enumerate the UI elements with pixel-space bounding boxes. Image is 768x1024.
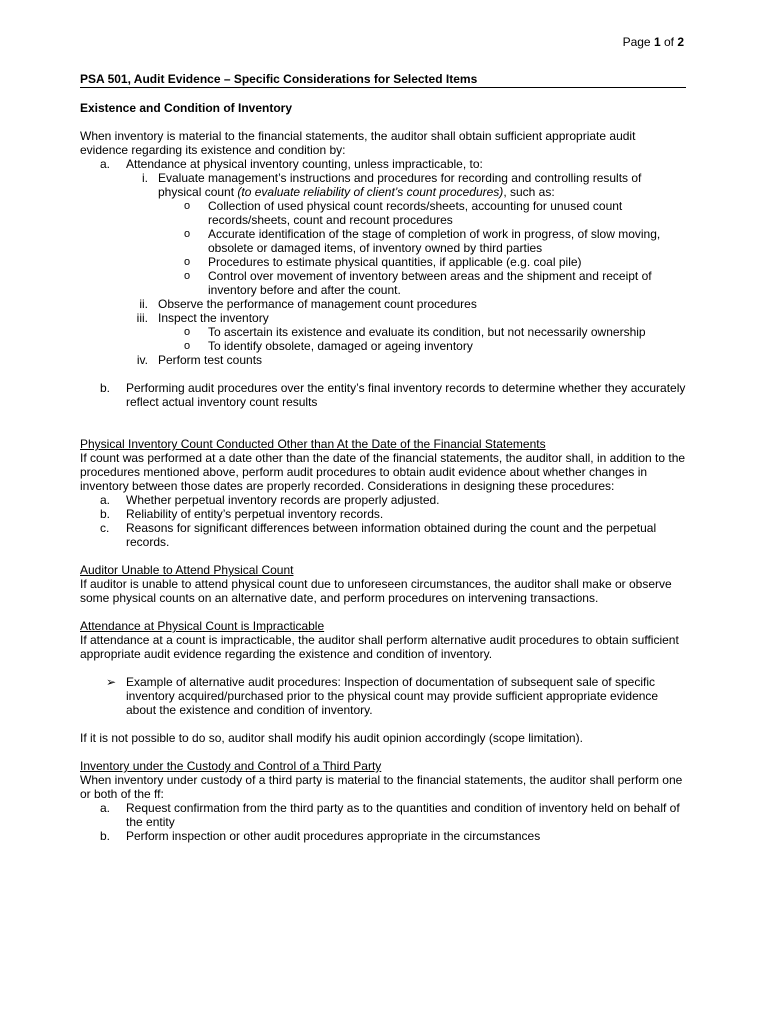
list-label: b. [100,507,111,521]
bullet-item [80,199,686,227]
list-item [80,493,686,507]
spacer [80,745,686,759]
bullet-icon: o [184,326,191,338]
section-heading-other-date: Physical Inventory Count Conducted Other than At the Date of the Financial Statements [80,437,546,451]
bullet-text: Accurate identification of the stage of completion of work in progress, of slow moving, obsolete or damaged items, of inventory owned by third parties [208,227,661,255]
list-text: Request confirmation from the third party as to the quantities and condition of inventory held on behalf of the entity [126,801,680,829]
document-title: PSA 501, Audit Evidence – Specific Considerations for Selected Items [80,72,686,88]
example-text: Example of alternative audit procedures: Inspection of documentation of subsequent sale of specific inventory acquired/purchased prior to the physical count may provide sufficient appropriate evidence about the existence and condition of inventory. [126,675,659,717]
section3-body: If auditor is unable to attend physical count due to unforeseen circumstances, the auditor shall make or observe some physical counts on an alternative date, and perform procedures on intervening transactions. [80,577,672,605]
list-item [80,829,686,843]
spacer [80,549,686,563]
spacer [80,367,686,381]
page-of: of [660,35,678,49]
list-item-i [80,171,686,199]
arrow-bullet-icon: ➢ [106,675,117,689]
list-text: Performing audit procedures over the entity’s final inventory records to determine whether they accurately reflect actual inventory count results [126,381,686,409]
list-text: Perform test counts [158,353,263,367]
document-body [80,72,686,843]
spacer [80,717,686,731]
bullet-text: Collection of used physical count records/sheets, accounting for unused count records/sheets, count and recount procedures [208,199,623,227]
section4-closing: If it is not possible to do so, auditor shall modify his audit opinion accordingly (scope limitation). [80,731,583,745]
list-label: iii. [136,311,148,325]
list-item-ii [80,297,686,311]
bullet-icon: o [184,228,191,240]
list-label: c. [100,521,110,535]
bullet-icon: o [184,200,191,212]
list-label: iv. [136,353,148,367]
text-part: Evaluate management’s instructions and procedures for recording and controlling results of physical count [158,171,642,199]
bullet-text: To identify obsolete, damaged or ageing inventory [208,339,473,353]
bullet-item [80,339,686,353]
list-label: a. [100,493,111,507]
text-part: , such as: [503,185,555,199]
spacer [80,605,686,619]
list-text: Reliability of entity’s perpetual inventory records. [126,507,384,521]
list-label: b. [100,829,111,843]
list-item-iv [80,353,686,367]
section4-body: If attendance at a count is impracticable, the auditor shall perform alternative audit procedures to obtain sufficient appropriate audit evidence regarding the existence and condition of inventory. [80,633,679,661]
bullet-text: To ascertain its existence and evaluate its condition, but not necessarily ownership [208,325,646,339]
bullet-icon: o [184,340,191,352]
list-text [158,171,686,199]
bullet-item [80,227,686,255]
spacer [80,409,686,437]
list-label: ii. [139,297,148,311]
list-text: Observe the performance of management count procedures [158,297,477,311]
section2-body: If count was performed at a date other than the date of the financial statements, the auditor shall, in addition to the procedures mentioned above, perform audit procedures to obtain audit evidence about whether changes in inventory between those dates are properly recorded. Considerations in designing these procedures: [80,451,686,493]
section1-intro: When inventory is material to the financial statements, the auditor shall obtain sufficient appropriate audit evidence regarding its existence and condition by: [80,129,636,157]
spacer [80,661,686,675]
bullet-item [80,269,686,297]
example-item [80,675,686,717]
list-item-iii [80,311,686,325]
section-heading-unable-attend: Auditor Unable to Attend Physical Count [80,563,294,577]
page-prefix: Page [622,35,654,49]
list-text: Inspect the inventory [158,311,269,325]
list-label: a. [100,157,111,171]
section-heading-third-party: Inventory under the Custody and Control of a Third Party [80,759,382,773]
bullet-text: Control over movement of inventory between areas and the shipment and receipt of inventory before and after the count. [208,269,652,297]
italic-note: (to evaluate reliability of client’s count procedures) [237,185,504,199]
list-text: Attendance at physical inventory counting, unless impracticable, to: [126,157,483,171]
list-label: i. [142,171,148,185]
list-item [80,521,686,549]
page-current: 1 [653,35,661,49]
list-item-b [80,381,686,409]
bullet-item [80,325,686,339]
list-item-a [80,157,686,171]
section-heading-impracticable: Attendance at Physical Count is Impracticable [80,619,325,633]
page-number [623,35,684,49]
list-text: Reasons for significant differences between information obtained during the count and the perpetual records. [126,521,657,549]
page-total: 2 [677,35,684,49]
list-text: Perform inspection or other audit procedures appropriate in the circumstances [126,829,541,843]
list-item [80,507,686,521]
bullet-item [80,255,686,269]
bullet-icon: o [184,256,191,268]
section-title-existence: Existence and Condition of Inventory [80,101,293,115]
bullet-icon: o [184,270,191,282]
list-label: a. [100,801,111,815]
bullet-text: Procedures to estimate physical quantities, if applicable (e.g. coal pile) [208,255,582,269]
section5-body: When inventory under custody of a third party is material to the financial statements, the auditor shall perform one or both of the ff: [80,773,683,801]
list-text: Whether perpetual inventory records are properly adjusted. [126,493,440,507]
list-label: b. [100,381,111,395]
list-item [80,801,686,829]
